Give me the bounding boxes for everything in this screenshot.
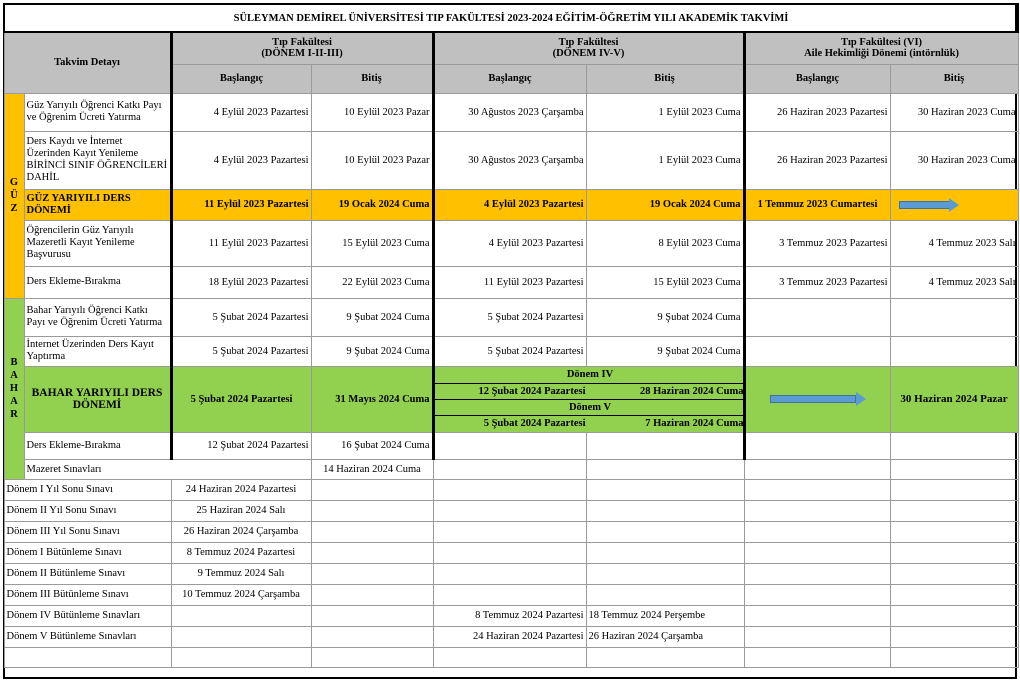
cell-d3-start: [744, 563, 890, 584]
cell-d3-start: 1 Temmuz 2023 Cumartesi: [744, 189, 890, 220]
cell-d1-end: 10 Eylül 2023 Pazar: [311, 131, 433, 189]
cell-d3-end: 4 Temmuz 2023 Salı: [890, 220, 1018, 266]
table-row: [4, 336, 1018, 366]
cell-d3-start: 3 Temmuz 2023 Pazartesi: [744, 266, 890, 298]
cell-d1-start: 5 Şubat 2024 Pazartesi: [171, 366, 311, 432]
cell-d1-start: 26 Haziran 2024 Çarşamba: [171, 521, 311, 542]
cell-d1-end: 16 Şubat 2024 Cuma: [311, 432, 433, 459]
cell-d2-start: 4 Eylül 2023 Pazartesi: [433, 189, 586, 220]
donem-iv-title: Dönem IV: [566, 369, 614, 381]
cell-d1-end: [311, 647, 433, 667]
cell-d1-start: 10 Temmuz 2024 Çarşamba: [171, 584, 311, 605]
cell-d3-end: [890, 298, 1018, 336]
table-row: [4, 563, 1018, 584]
cell-d1-end: 9 Şubat 2024 Cuma: [311, 298, 433, 336]
cell-d2-start: 4 Eylül 2023 Pazartesi: [433, 220, 586, 266]
cell-d3-end: 4 Temmuz 2023 Salı: [890, 266, 1018, 298]
table-row: [4, 521, 1018, 542]
right-arrow-icon: [899, 199, 959, 211]
cell-d1-start: [171, 605, 311, 626]
cell-d2-start: [433, 647, 586, 667]
col-header-start: Başlangıç: [433, 64, 586, 93]
semester-guz-text: G Ü Z: [9, 177, 19, 214]
cell-d2-start: [433, 479, 586, 500]
cell-d3-start: [744, 542, 890, 563]
col-header-end: Bitiş: [890, 64, 1018, 93]
table-row: [4, 542, 1018, 563]
cell-d1-end: 15 Eylül 2023 Cuma: [311, 220, 433, 266]
cell-d1-end: 22 Eylül 2023 Cuma: [311, 266, 433, 298]
cell-d3-end: [890, 432, 1018, 459]
cell-d3-start: 3 Temmuz 2023 Pazartesi: [744, 220, 890, 266]
row-label: Dönem I Bütünleme Sınavı: [4, 542, 171, 563]
cell-d2-start: [433, 500, 586, 521]
donem-iv-end: 28 Haziran 2024 Cuma: [588, 383, 745, 399]
cell-d2-start: 8 Temmuz 2024 Pazartesi: [433, 605, 586, 626]
cell-d2-end: [586, 479, 744, 500]
row-label: İnternet Üzerinden Ders Kayıt Yaptırma: [24, 336, 171, 366]
group2-line2: (DÖNEM IV-V): [552, 48, 625, 60]
cell-d1-end: [311, 479, 433, 500]
cell-d2-end: 9 Şubat 2024 Cuma: [586, 298, 744, 336]
cell-d2-end: [586, 542, 744, 563]
cell-d3-end: 30 Haziran 2023 Cuma: [890, 131, 1018, 189]
table-row: [4, 93, 1018, 131]
cell-d3-end: 30 Haziran 2023 Cuma: [890, 93, 1018, 131]
row-label: Dönem III Yıl Sonu Sınavı: [4, 521, 171, 542]
group3-line1: Tıp Fakültesi (VI): [840, 37, 923, 49]
cell-d1-start: 5 Şubat 2024 Pazartesi: [171, 336, 311, 366]
table-row: [4, 584, 1018, 605]
row-label: Dönem III Bütünleme Sınavı: [4, 584, 171, 605]
row-label: Dönem II Bütünleme Sınavı: [4, 563, 171, 584]
cell-d1-end: [311, 605, 433, 626]
cell-d2-end: [586, 584, 744, 605]
table-row-empty: [4, 647, 1018, 667]
cell-d2-start: [586, 459, 744, 479]
cell-d2-start: [433, 584, 586, 605]
cell-d2-end: 19 Ocak 2024 Cuma: [586, 189, 744, 220]
row-label: Ders Ekleme-Bırakma: [24, 266, 171, 298]
cell-d3-start: [744, 626, 890, 647]
cell-d1-start: 9 Temmuz 2024 Salı: [171, 563, 311, 584]
cell-d1-start: 5 Şubat 2024 Pazartesi: [171, 298, 311, 336]
cell-d3-end: [890, 563, 1018, 584]
table-row: [4, 220, 1018, 266]
row-label: [4, 647, 171, 667]
cell-d3-end: [890, 500, 1018, 521]
row-label: Dönem I Yıl Sonu Sınavı: [4, 479, 171, 500]
cell-d1-start: 12 Şubat 2024 Pazartesi: [171, 432, 311, 459]
row-label: Mazeret Sınavları: [24, 459, 311, 479]
row-label: Öğrencilerin Güz Yarıyılı Mazeretli Kayıt Yenileme Başvurusu: [24, 220, 171, 266]
cell-d2-end: [586, 500, 744, 521]
semester-label-bahar: [4, 298, 24, 479]
cell-d1-start: 11 Eylül 2023 Pazartesi: [171, 189, 311, 220]
cell-d2-start: [433, 521, 586, 542]
cell-d1-start: 4 Eylül 2023 Pazartesi: [171, 93, 311, 131]
cell-d3-end: [890, 626, 1018, 647]
cell-d2-start: 11 Eylül 2023 Pazartesi: [433, 266, 586, 298]
cell-d3-start: [744, 605, 890, 626]
table-row: [4, 479, 1018, 500]
cell-d3-start: [744, 584, 890, 605]
donem-v-title: Dönem V: [435, 399, 745, 415]
donem-v-end: 7 Haziran 2024 Cuma: [588, 415, 745, 431]
row-label: Güz Yarıyılı Öğrenci Katkı Payı ve Öğrenim Ücreti Yatırma: [24, 93, 171, 131]
cell-d2-start: 30 Ağustos 2023 Çarşamba: [433, 93, 586, 131]
group3-header: [744, 32, 1018, 64]
group1-header: [171, 32, 433, 64]
cell-d3-start: 26 Haziran 2023 Pazartesi: [744, 93, 890, 131]
cell-d1-start: 4 Eylül 2023 Pazartesi: [171, 131, 311, 189]
col-header-start: Başlangıç: [171, 64, 311, 93]
table-row-highlight: [4, 366, 1018, 432]
cell-d3-start: [890, 459, 1018, 479]
cell-d2-end: 26 Haziran 2024 Çarşamba: [586, 626, 744, 647]
group1-line2: (DÖNEM I-II-III): [261, 48, 343, 60]
row-label: BAHAR YARIYILI DERS DÖNEMİ: [24, 366, 171, 432]
right-arrow-icon: [770, 393, 866, 405]
row-label: Dönem II Yıl Sonu Sınavı: [4, 500, 171, 521]
cell-d3-end: [890, 336, 1018, 366]
table-row: [4, 605, 1018, 626]
table-row: [4, 266, 1018, 298]
row-label: Ders Kaydı ve İnternet Üzerinden Kayıt Yenileme BİRİNCİ SINIF ÖĞRENCİLERİ DAHİL: [24, 131, 171, 189]
cell-d1-end: [433, 459, 586, 479]
cell-d3-start: 26 Haziran 2023 Pazartesi: [744, 131, 890, 189]
cell-d2-end: 8 Eylül 2023 Cuma: [586, 220, 744, 266]
row-label: Ders Ekleme-Bırakma: [24, 432, 171, 459]
cell-d2-start: 30 Ağustos 2023 Çarşamba: [433, 131, 586, 189]
row-label: Dönem V Bütünleme Sınavları: [4, 626, 171, 647]
cell-d1-start: 8 Temmuz 2024 Pazartesi: [171, 542, 311, 563]
semester-label-guz: [4, 93, 24, 298]
row-label: Bahar Yarıyılı Öğrenci Katkı Payı ve Öğrenim Ücreti Yatırma: [24, 298, 171, 336]
cell-d3-end: [890, 584, 1018, 605]
cell-d3-end: [890, 521, 1018, 542]
cell-d3-end: [890, 189, 1018, 220]
cell-d3-start: [744, 479, 890, 500]
cell-d2-start: 5 Şubat 2024 Pazartesi: [433, 298, 586, 336]
cell-d1-start: 18 Eylül 2023 Pazartesi: [171, 266, 311, 298]
cell-d1-start: 14 Haziran 2024 Cuma: [311, 459, 433, 479]
group2-line1: Tıp Fakültesi: [558, 37, 619, 49]
cell-d1-start: 11 Eylül 2023 Pazartesi: [171, 220, 311, 266]
cell-d1-end: [311, 563, 433, 584]
group3-line2: Aile Hekimliği Dönemi (intörnlük): [804, 48, 959, 60]
cell-d1-end: 10 Eylül 2023 Pazar: [311, 93, 433, 131]
group1-line1: Tıp Fakültesi: [272, 37, 332, 49]
detail-column-header: Takvim Detayı: [4, 32, 171, 93]
cell-d3-start: [744, 432, 890, 459]
table-row: [4, 298, 1018, 336]
cell-d2-end: 9 Şubat 2024 Cuma: [586, 336, 744, 366]
cell-d2-start: [433, 563, 586, 584]
cell-d1-end: [311, 521, 433, 542]
table-row: [4, 459, 1018, 479]
cell-d1-start: 25 Haziran 2024 Salı: [171, 500, 311, 521]
cell-d1-end: [311, 542, 433, 563]
col-header-end: Bitiş: [586, 64, 744, 93]
cell-d3-end: 30 Haziran 2024 Pazar: [890, 366, 1018, 432]
cell-d1-end: [311, 584, 433, 605]
donem-v-start: 5 Şubat 2024 Pazartesi: [435, 415, 588, 431]
dönem-iv-v-block: [433, 366, 744, 432]
row-label: Dönem IV Bütünleme Sınavları: [4, 605, 171, 626]
cell-d2-end: [586, 432, 744, 459]
table-row: [4, 626, 1018, 647]
cell-d2-start: 24 Haziran 2024 Pazartesi: [433, 626, 586, 647]
cell-d2-end: 18 Temmuz 2024 Perşembe: [586, 605, 744, 626]
col-header-end: Bitiş: [311, 64, 433, 93]
semester-bahar-text: B A H A R: [9, 357, 19, 420]
cell-d3-start: [744, 366, 890, 432]
cell-d2-end: 1 Eylül 2023 Cuma: [586, 93, 744, 131]
cell-d2-end: 15 Eylül 2023 Cuma: [586, 266, 744, 298]
cell-d3-start: [744, 500, 890, 521]
cell-d3-end: [890, 605, 1018, 626]
cell-d2-start: [433, 432, 586, 459]
cell-d3-end: [890, 479, 1018, 500]
table-row: [4, 432, 1018, 459]
cell-d3-end: [890, 647, 1018, 667]
col-header-start: Başlangıç: [744, 64, 890, 93]
academic-calendar-table: [3, 3, 1019, 668]
cell-d1-end: 31 Mayıs 2024 Cuma: [311, 366, 433, 432]
cell-d3-end: [890, 542, 1018, 563]
cell-d2-end: [744, 459, 890, 479]
cell-d2-start: 5 Şubat 2024 Pazartesi: [433, 336, 586, 366]
cell-d1-end: 9 Şubat 2024 Cuma: [311, 336, 433, 366]
cell-d2-end: [586, 521, 744, 542]
cell-d1-end: 19 Ocak 2024 Cuma: [311, 189, 433, 220]
cell-d1-start: [171, 647, 311, 667]
group2-header: [433, 32, 744, 64]
cell-d2-end: 1 Eylül 2023 Cuma: [586, 131, 744, 189]
cell-d1-end: [311, 626, 433, 647]
cell-d2-end: [586, 647, 744, 667]
table-row-highlight: [4, 189, 1018, 220]
cell-d1-start: 24 Haziran 2024 Pazartesi: [171, 479, 311, 500]
donem-iv-start: 12 Şubat 2024 Pazartesi: [435, 383, 588, 399]
cell-d2-end: [586, 563, 744, 584]
cell-d3-start: [744, 521, 890, 542]
cell-d3-start: [744, 336, 890, 366]
table-row: [4, 131, 1018, 189]
row-label: GÜZ YARIYILI DERS DÖNEMİ: [24, 189, 171, 220]
table-row: [4, 500, 1018, 521]
cell-d2-start: [433, 542, 586, 563]
cell-d1-end: [311, 500, 433, 521]
page-title: SÜLEYMAN DEMİREL ÜNİVERSİTESİ TIP FAKÜLTESİ 2023-2024 EĞİTİM-ÖĞRETİM YILI AKADEMİK TAKVİMİ: [4, 4, 1018, 32]
cell-d1-start: [171, 626, 311, 647]
cell-d3-start: [744, 298, 890, 336]
cell-d3-start: [744, 647, 890, 667]
